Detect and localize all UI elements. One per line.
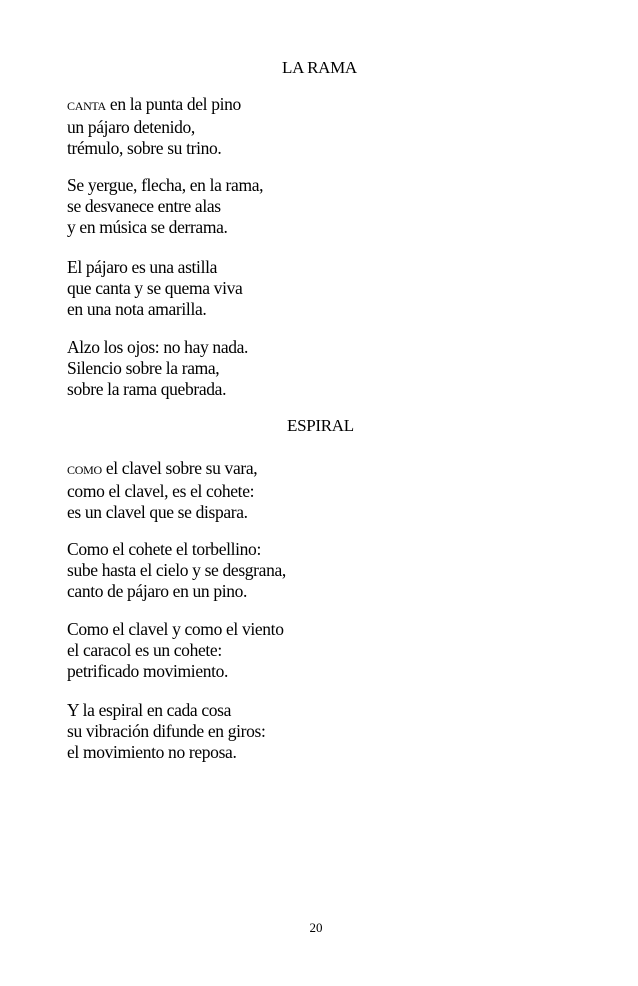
stanza bbox=[67, 257, 242, 320]
stanza-line: su vibración difunde en giros: bbox=[67, 721, 266, 741]
poem-title-espiral: ESPIRAL bbox=[287, 416, 354, 435]
stanza-line: Alzo los ojos: no hay nada. bbox=[67, 337, 249, 357]
stanza bbox=[67, 619, 284, 682]
stanza-line: Como el cohete el torbellino: bbox=[67, 539, 261, 559]
stanza-line: que canta y se quema viva bbox=[67, 278, 243, 298]
stanza bbox=[67, 700, 265, 763]
poem-title-la-rama: LA RAMA bbox=[282, 58, 357, 77]
stanza-line: Silencio sobre la rama, bbox=[67, 358, 220, 378]
page-number: 20 bbox=[309, 920, 323, 935]
stanza bbox=[67, 175, 263, 238]
stanza-line: el caracol es un cohete: bbox=[67, 640, 222, 660]
stanza-line: el movimiento no reposa. bbox=[67, 742, 237, 762]
stanza bbox=[67, 337, 248, 400]
stanza bbox=[67, 539, 286, 602]
stanza-line: trémulo, sobre su trino. bbox=[67, 138, 222, 158]
stanza-line: petrificado movimiento. bbox=[67, 661, 229, 681]
stanza-line: CANTA en la punta del pino bbox=[67, 94, 241, 114]
stanza-line: en una nota amarilla. bbox=[67, 299, 207, 319]
stanza-line: sobre la rama quebrada. bbox=[67, 379, 227, 399]
stanza-line: Se yergue, flecha, en la rama, bbox=[67, 175, 264, 195]
stanza-line: canto de pájaro en un pino. bbox=[67, 581, 248, 601]
stanza bbox=[67, 458, 257, 523]
stanza-line: se desvanece entre alas bbox=[67, 196, 221, 216]
opening-word-smallcaps: COMO bbox=[67, 463, 102, 477]
stanza-line: como el clavel, es el cohete: bbox=[67, 481, 255, 501]
stanza-line: El pájaro es una astilla bbox=[67, 257, 218, 277]
stanza-line: Como el clavel y como el viento bbox=[67, 619, 284, 639]
stanza-line: es un clavel que se dispara. bbox=[67, 502, 248, 522]
stanza-line: y en música se derrama. bbox=[67, 217, 228, 237]
stanza-line: COMO el clavel sobre su vara, bbox=[67, 458, 258, 478]
stanza bbox=[67, 94, 241, 159]
stanza-line: un pájaro detenido, bbox=[67, 117, 195, 137]
stanza-line: sube hasta el cielo y se desgrana, bbox=[67, 560, 286, 580]
stanza-line: Y la espiral en cada cosa bbox=[67, 700, 232, 720]
opening-word-smallcaps: CANTA bbox=[67, 99, 106, 113]
